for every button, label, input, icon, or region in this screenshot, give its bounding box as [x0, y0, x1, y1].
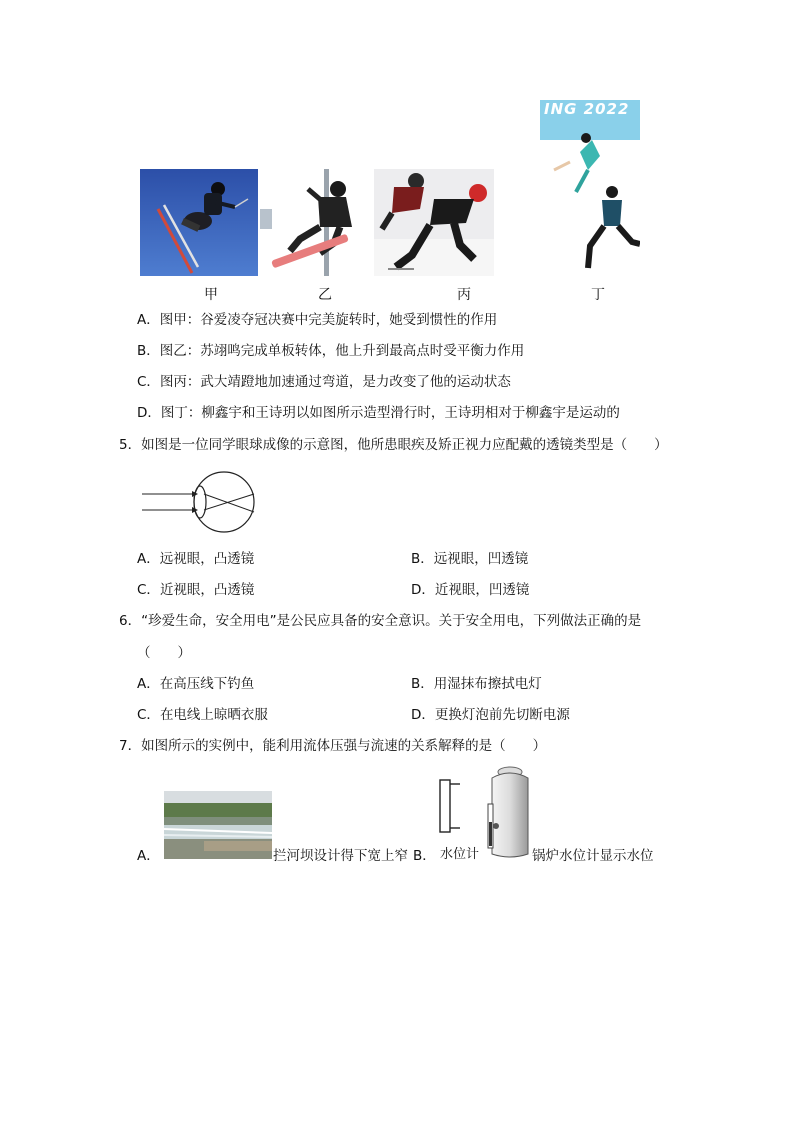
option-letter: A． [137, 312, 160, 328]
photo-ding-banner-text: ING 2022 [544, 100, 630, 118]
water-gauge-label: 水位计 [440, 847, 480, 862]
caption-jia: 甲 [204, 287, 218, 303]
option-letter: C． [137, 707, 160, 723]
option-letter: C． [137, 374, 160, 390]
option-text: 图丙：武大靖蹬地加速通过弯道，是力改变了他的运动状态 [159, 374, 511, 390]
option-letter: B． [411, 551, 434, 567]
option-text: 图丁：柳鑫宇和王诗玥以如图所示造型滑行时，王诗玥相对于柳鑫宇是运动的 [160, 405, 620, 421]
option-letter: D． [137, 405, 161, 421]
caption-bing: 丙 [457, 287, 471, 303]
option-letter: A． [137, 676, 160, 692]
option-text: 更换灯泡前先切断电源 [434, 707, 570, 723]
boiler-diagram [484, 764, 530, 862]
q4-option-d [137, 403, 620, 423]
q5-option-a [137, 549, 254, 569]
option-text: 在高压线下钓鱼 [159, 676, 255, 692]
q4-option-a [137, 310, 497, 330]
q6-option-a [137, 674, 254, 694]
option-text: 远视眼，凹透镜 [433, 551, 529, 567]
photo-ding-figure-skaters [540, 100, 640, 276]
photo-yi-snowboarder [260, 169, 372, 276]
q7-option-b-text: 锅炉水位计显示水位 [532, 848, 654, 864]
caption-ding: 丁 [591, 287, 605, 303]
q5-option-c [137, 580, 254, 600]
q7-stem: 7．如图所示的实例中，能利用流体压强与流速的关系解释的是（ ） [119, 738, 547, 754]
option-text: 近视眼，凹透镜 [434, 582, 530, 598]
q5-stem: 5．如图是一位同学眼球成像的示意图，他所患眼疾及矫正视力应配戴的透镜类型是（ ） [119, 437, 668, 453]
q6-stem-continued: （ ） [137, 645, 191, 661]
q7-option-b-letter: B． [413, 848, 436, 864]
option-text: 远视眼，凸透镜 [159, 551, 255, 567]
q6-option-b [411, 674, 542, 694]
q7-option-a-text: 拦河坝设计得下宽上窄 [273, 848, 408, 864]
option-letter: B． [411, 676, 434, 692]
option-text: 近视眼，凸透镜 [159, 582, 255, 598]
photo-bing-speed-skaters [374, 169, 494, 276]
q6-stem: 6．“珍爱生命，安全用电”是公民应具备的安全意识。关于安全用电，下列做法正确的是 [119, 613, 642, 629]
eye-diagram [140, 470, 260, 534]
option-letter: A． [137, 551, 160, 567]
water-gauge-diagram [436, 778, 462, 834]
q7-option-a-letter: A． [137, 848, 160, 864]
option-text: 图乙：苏翊鸣完成单板转体，他上升到最高点时受平衡力作用 [159, 343, 525, 359]
q5-option-d [411, 580, 529, 600]
caption-yi: 乙 [318, 287, 332, 303]
q6-option-c [137, 705, 268, 725]
option-letter: D． [411, 707, 435, 723]
q4-option-c [137, 372, 511, 392]
option-text: 用湿抹布擦拭电灯 [433, 676, 542, 692]
q5-option-b [411, 549, 528, 569]
q6-option-d [411, 705, 570, 725]
photo-jia-skier [140, 169, 258, 276]
option-text: 在电线上晾晒衣服 [159, 707, 268, 723]
option-letter: B． [137, 343, 160, 359]
option-text: 图甲：谷爱凌夺冠决赛中完美旋转时，她受到惯性的作用 [159, 312, 498, 328]
q4-option-b [137, 341, 524, 361]
option-letter: C． [137, 582, 160, 598]
photo-river-dam [164, 791, 272, 859]
option-letter: D． [411, 582, 435, 598]
